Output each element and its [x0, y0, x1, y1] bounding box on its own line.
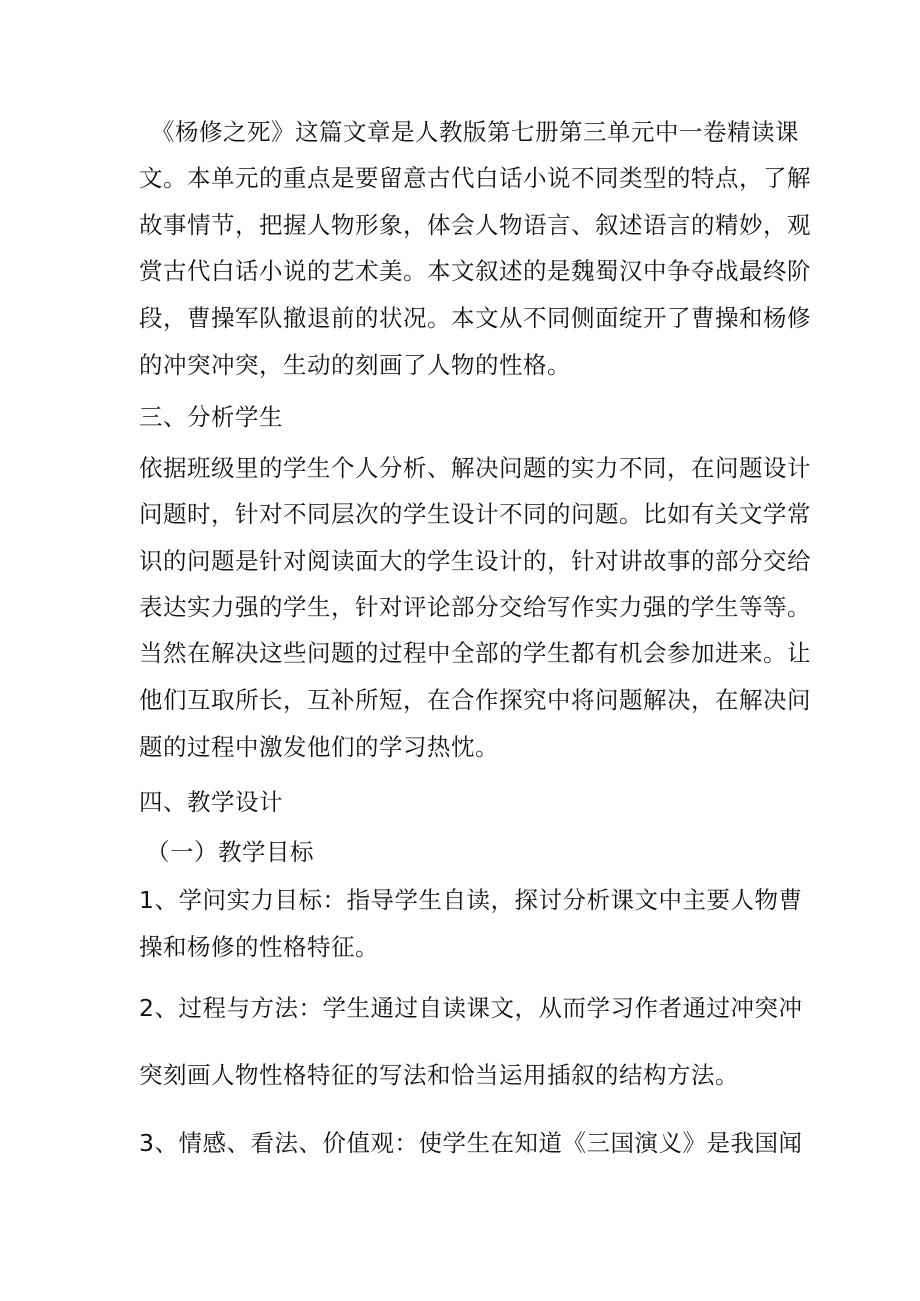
paragraph1-line-5: 段，曹操军队撤退前的状况。本文从不同侧面绽开了曹操和杨修	[139, 304, 811, 332]
section-heading-3: 三、分析学生	[139, 403, 283, 431]
paragraph1-line-6: 的冲突冲突，生动的刻画了人物的性格。	[139, 351, 571, 379]
goal2-line-1: 2、过程与方法：学生通过自读课文，从而学习作者通过冲突冲	[139, 994, 803, 1022]
subheading-teaching-goals: （一）教学目标	[146, 838, 314, 866]
paragraph2-line-2: 问题时，针对不同层次的学生设计不同的问题。比如有关文学常	[139, 500, 811, 528]
paragraph1-line-3: 故事情节，把握人物形象，体会人物语言、叙述语言的精妙，观	[139, 211, 811, 239]
goal3-line-1: 3、情感、看法、价值观：使学生在知道《三国演义》是我国闻	[139, 1129, 803, 1157]
paragraph2-line-3: 识的问题是针对阅读面大的学生设计的，针对讲故事的部分交给	[139, 547, 811, 575]
paragraph2-line-7: 题的过程中激发他们的学习热忱。	[139, 733, 499, 761]
goal1-line-2: 操和杨修的性格特征。	[139, 933, 379, 961]
paragraph1-line-4: 赏古代白话小说的艺术美。本文叙述的是魏蜀汉中争夺战最终阶	[139, 257, 811, 285]
paragraph2-line-5: 当然在解决这些问题的过程中全部的学生都有机会参加进来。让	[139, 639, 811, 667]
paragraph2-line-1: 依据班级里的学生个人分析、解决问题的实力不同，在问题设计	[139, 454, 811, 482]
paragraph2-line-4: 表达实力强的学生，针对评论部分交给写作实力强的学生等等。	[139, 593, 811, 621]
paragraph1-line-1: 《杨修之死》这篇文章是人教版第七册第三单元中一卷精读课	[151, 118, 799, 146]
paragraph1-line-2: 文。本单元的重点是要留意古代白话小说不同类型的特点，了解	[139, 164, 811, 192]
goal1-line-1: 1、学问实力目标：指导学生自读，探讨分析课文中主要人物曹	[139, 886, 803, 914]
goal2-line-2: 突刻画人物性格特征的写法和恰当运用插叙的结构方法。	[139, 1061, 739, 1089]
paragraph2-line-6: 他们互取所长，互补所短，在合作探究中将问题解决，在解决问	[139, 686, 811, 714]
section-heading-4: 四、教学设计	[139, 788, 283, 816]
